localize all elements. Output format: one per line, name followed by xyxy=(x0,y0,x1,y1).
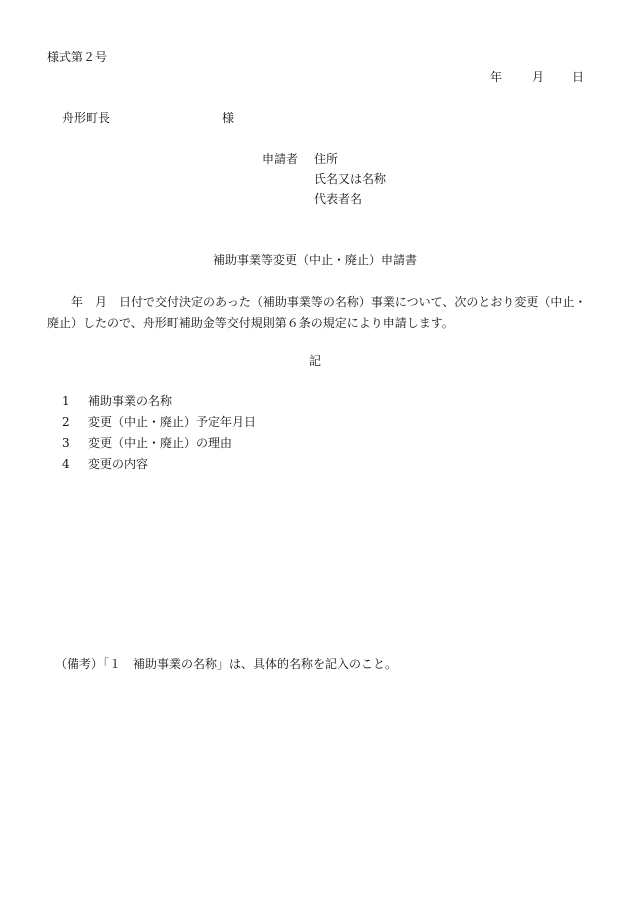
form-number: 様式第２号 xyxy=(47,50,108,64)
item-number: 4 xyxy=(62,457,70,471)
item-text: 補助事業の名称 xyxy=(88,394,173,408)
item-list xyxy=(62,393,256,477)
applicant-label: 申請者 xyxy=(262,152,299,166)
remarks-note: （備考）「１ 補助事業の名称」は、具体的名称を記入のこと。 xyxy=(55,657,398,671)
list-item xyxy=(62,414,256,435)
applicant-address-label: 住所 xyxy=(314,152,339,166)
body-paragraph: 年 月 日付で交付決定のあった（補助事業等の名称）事業について、次のとおり変更（中止・廃止）したので、舟形町補助金等交付規則第６条の規定により申請します。 xyxy=(47,295,587,330)
addressee-honorific: 様 xyxy=(222,111,235,125)
item-text: 変更（中止・廃止）の理由 xyxy=(88,436,233,450)
date-year-label: 年 xyxy=(490,70,503,84)
list-item xyxy=(62,456,256,477)
applicant-fields xyxy=(314,151,386,211)
document-title: 補助事業等変更（中止・廃止）申請書 xyxy=(212,253,417,267)
addressee-name: 舟形町長 xyxy=(62,111,111,125)
item-number: 1 xyxy=(62,394,70,408)
applicant-name-label: 氏名又は名称 xyxy=(314,172,387,186)
date-day-label: 日 xyxy=(572,70,585,84)
item-text: 変更の内容 xyxy=(88,457,149,471)
list-item xyxy=(62,393,256,414)
ki-heading: 記 xyxy=(308,354,321,368)
date-month-label: 月 xyxy=(532,70,545,84)
item-number: 2 xyxy=(62,415,70,429)
item-number: 3 xyxy=(62,436,70,450)
date-line xyxy=(0,69,630,85)
list-item xyxy=(62,435,256,456)
item-text: 変更（中止・廃止）予定年月日 xyxy=(88,415,257,429)
applicant-representative-label: 代表者名 xyxy=(314,192,363,206)
